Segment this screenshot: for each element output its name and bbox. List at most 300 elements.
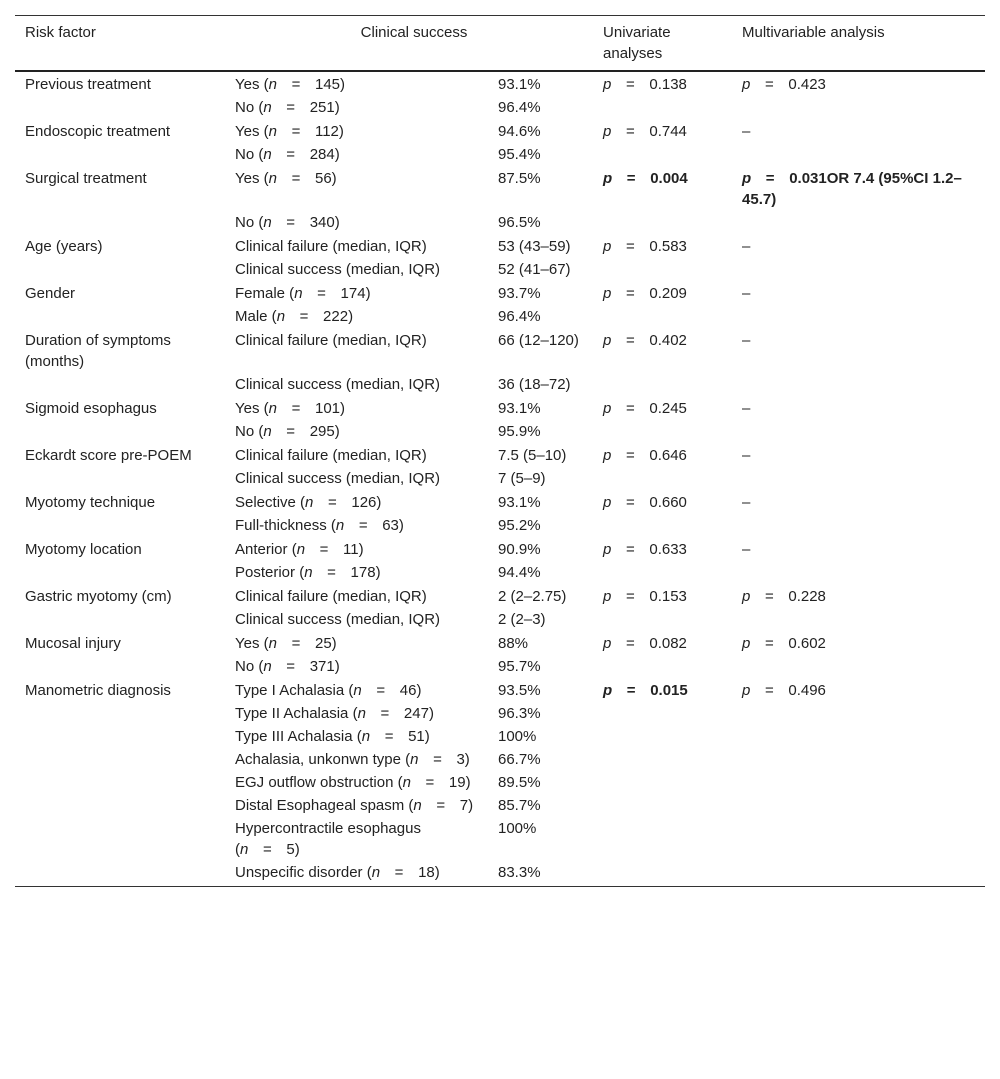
risk-factor-cell [15,143,225,166]
table-row [15,490,985,514]
p-symbol: p [603,285,612,302]
univariate-cell [593,631,732,655]
table-row [15,281,985,305]
sample-size [269,123,344,140]
p-value: 0.004 [650,170,688,187]
multivariable-cell [732,166,985,211]
multivariable-cell [732,71,985,96]
univariate-cell [593,305,732,328]
risk-factor-cell [15,561,225,584]
p-value: 0.744 [649,123,687,140]
p-symbol: p [603,635,612,652]
table-row [15,258,985,281]
equals-sign: = [358,517,368,534]
risk-factor-cell [15,305,225,328]
sample-size [263,146,339,163]
p-symbol: p [742,76,751,93]
equals-sign: = [625,76,635,93]
subgroup-cell: Clinical failure (median, IQR) [235,588,427,605]
n-value: 18 [418,864,435,881]
success-rate-cell: 100% [498,820,537,837]
multivariable-cell: – [742,447,751,464]
p-symbol: p [603,541,612,558]
equals-sign: = [291,400,301,417]
header-risk-factor: Risk factor [25,24,96,41]
subgroup-cell [225,702,488,725]
success-rate-cell: 95.4% [498,146,541,163]
p-value: 0.602 [788,635,826,652]
sample-size [336,517,404,534]
success-rate-cell: 96.3% [498,705,541,722]
subgroup-cell [225,794,488,817]
table-row [15,234,985,258]
equals-sign: = [625,588,635,605]
equals-sign: = [764,588,774,605]
multivariable-cell: – [742,238,751,255]
table-row [15,655,985,678]
equals-sign: = [291,635,301,652]
subgroup-cell: Clinical success (median, IQR) [235,470,441,487]
subgroup-cell [225,71,488,96]
risk-factor-cell [15,655,225,678]
n-symbol: n [263,99,272,116]
equals-sign: = [625,123,635,140]
n-symbol: n [335,517,345,534]
table-row [15,702,985,725]
multivariable-cell [732,561,985,584]
subgroup-cell: Clinical success (median, IQR) [235,376,441,393]
n-symbol: n [402,774,411,791]
univariate-cell [593,861,732,887]
multivariable-cell [732,817,985,861]
subgroup-label: No ( [235,146,264,163]
equals-sign: = [319,541,329,558]
n-symbol: n [240,841,249,858]
equals-sign: = [286,146,296,163]
table-row [15,608,985,631]
univariate-cell [593,467,732,490]
equals-sign: = [626,682,636,699]
success-rate-cell: 87.5% [498,170,541,187]
close-paren: ) [465,774,471,791]
sample-size [372,864,440,881]
table-row [15,537,985,561]
p-symbol: p [603,332,612,349]
n-value: 222 [323,308,349,325]
success-rate-cell: 93.5% [498,682,541,699]
p-symbol: p [603,588,612,605]
univariate-cell [593,490,732,514]
equals-sign: = [394,864,404,881]
close-paren: ) [416,682,422,699]
p-value: 0.015 [650,682,688,699]
p-value: 0.633 [649,541,687,558]
multivariable-cell: – [742,285,751,302]
univariate-cell [593,396,732,420]
success-rate-cell: 95.7% [498,658,541,675]
risk-factor-cell [15,608,225,631]
univariate-cell [593,748,732,771]
p-value: 0.423 [788,76,826,93]
risk-factor-cell: Previous treatment [25,76,151,93]
univariate-cell [593,725,732,748]
subgroup-cell [225,561,488,584]
close-paren: ) [334,146,340,163]
close-paren: ) [334,423,340,440]
sample-size [304,564,380,581]
equals-sign: = [317,285,326,302]
n-symbol: n [263,658,272,675]
multivariable-cell [732,702,985,725]
close-paren: ) [334,99,340,116]
subgroup-label: EGJ outflow obstruction ( [235,774,403,791]
equals-sign: = [625,238,635,255]
table-row [15,143,985,166]
multivariable-cell [732,373,985,396]
subgroup-cell [225,396,488,420]
n-value: 251 [309,99,335,116]
subgroup-cell: Clinical failure (median, IQR) [235,447,427,464]
equals-sign: = [625,447,635,464]
n-value: 63 [382,517,399,534]
close-paren: ) [376,494,382,511]
n-value: 284 [309,146,335,163]
close-paren: ) [428,705,434,722]
equals-sign: = [291,76,301,93]
table-row [15,861,985,887]
table-row [15,420,985,443]
close-paren: ) [338,123,344,140]
subgroup-label: Type I Achalasia ( [235,682,354,699]
table-body [15,71,985,887]
risk-factor-cell: Gastric myotomy (cm) [25,588,172,605]
success-rate-cell: 95.9% [498,423,541,440]
univariate-cell [593,771,732,794]
subgroup-label: Distal Esophageal spasm ( [235,797,414,814]
subgroup-cell [225,537,488,561]
n-value: 25 [314,635,332,652]
n-symbol: n [413,797,422,814]
p-symbol: p [742,170,752,187]
n-symbol: n [268,635,277,652]
n-symbol: n [353,682,362,699]
table-header [15,16,985,72]
p-value: 0.583 [649,238,687,255]
p-symbol: p [742,588,751,605]
p-symbol: p [742,635,751,652]
risk-factor-cell [15,373,225,396]
univariate-cell [593,584,732,608]
n-value: 247 [403,705,429,722]
multivariable-cell [732,420,985,443]
equals-sign: = [291,170,301,187]
multivariable-cell [732,305,985,328]
p-symbol: p [603,682,613,699]
n-symbol: n [263,423,272,440]
multivariable-cell [732,748,985,771]
close-paren: ) [334,214,340,231]
equals-sign: = [286,214,296,231]
n-value: 178 [350,564,376,581]
risk-factor-table [15,15,985,887]
p-value: 0.245 [649,400,687,417]
table-row [15,328,985,373]
equals-sign: = [380,705,390,722]
equals-sign: = [327,494,337,511]
n-symbol: n [296,541,306,558]
equals-sign: = [764,635,774,652]
sample-size [413,797,473,814]
risk-factor-cell [15,467,225,490]
n-value: 46 [399,682,417,699]
header-multivariable: Multivariable analysis [742,24,885,41]
equals-sign: = [433,751,442,768]
p-symbol: p [603,76,612,93]
table-row [15,631,985,655]
success-rate-cell: 94.6% [498,123,541,140]
table-row [15,561,985,584]
subgroup-label: Unspecific disorder ( [235,864,372,881]
n-value: 174 [340,285,366,302]
subgroup-cell [225,631,488,655]
subgroup-label: No ( [235,423,264,440]
subgroup-cell [225,490,488,514]
risk-factor-cell: Mucosal injury [25,635,121,652]
equals-sign: = [625,635,635,652]
univariate-cell [593,443,732,467]
sample-size [263,423,339,440]
univariate-cell [593,328,732,373]
subgroup-label: Hypercontractile esophagus ( [235,820,421,858]
p-symbol: p [603,447,612,464]
subgroup-label: Female ( [235,285,295,302]
success-rate-cell: 93.1% [498,400,541,417]
success-rate-cell: 36 (18–72) [498,376,571,393]
univariate-cell [593,537,732,561]
equals-sign: = [765,170,775,187]
table-row [15,211,985,234]
univariate-cell [593,258,732,281]
close-paren: ) [375,564,381,581]
success-rate-cell: 2 (2–2.75) [498,588,567,605]
multivariable-cell [732,514,985,537]
univariate-cell [593,702,732,725]
n-value: 51 [408,728,425,745]
risk-factor-cell: Eckardt score pre-POEM [25,447,192,464]
table-row [15,794,985,817]
multivariable-cell [732,771,985,794]
n-symbol: n [410,751,419,768]
close-paren: ) [348,308,354,325]
multivariable-cell [732,655,985,678]
n-value: 11 [343,541,359,558]
subgroup-cell [225,420,488,443]
multivariable-cell [732,631,985,655]
subgroup-label: Yes ( [235,170,269,187]
subgroup-label: Posterior ( [235,564,305,581]
n-value: 145 [314,76,341,93]
n-symbol: n [305,494,314,511]
table-row [15,514,985,537]
sample-size [358,705,434,722]
table-row [15,725,985,748]
n-value: 3 [456,751,465,768]
table-row [15,467,985,490]
close-paren: ) [365,285,371,302]
univariate-cell [593,96,732,119]
table-row [15,71,985,96]
equals-sign: = [376,682,386,699]
equals-sign: = [262,841,272,858]
success-rate-cell: 96.5% [498,214,541,231]
multivariable-cell [732,467,985,490]
multivariable-cell [732,211,985,234]
multivariable-cell [732,861,985,887]
equals-sign: = [286,658,296,675]
close-paren: ) [398,517,404,534]
risk-factor-cell [15,725,225,748]
multivariable-cell [732,678,985,702]
risk-factor-cell: Myotomy technique [25,494,156,511]
multivariable-cell: – [742,541,751,558]
subgroup-label: Yes ( [235,635,269,652]
header-row [15,16,985,72]
subgroup-label: No ( [235,99,264,116]
multivariable-cell [732,258,985,281]
subgroup-cell [225,281,488,305]
risk-factor-cell: Age (years) [25,238,103,255]
p-value: 0.402 [649,332,687,349]
subgroup-cell [225,119,488,143]
n-symbol: n [294,285,303,302]
n-symbol: n [263,214,272,231]
table-row [15,96,985,119]
p-value: 0.496 [788,682,826,699]
univariate-cell [593,561,732,584]
n-symbol: n [263,146,272,163]
sample-size [269,635,337,652]
success-rate-cell: 66 (12–120) [498,332,579,349]
univariate-cell [593,71,732,96]
n-symbol: n [268,76,277,93]
p-value: 0.228 [788,588,826,605]
subgroup-label: Yes ( [235,123,269,140]
close-paren: ) [340,76,346,93]
equals-sign: = [436,797,446,814]
univariate-cell [593,211,732,234]
subgroup-label: Male ( [235,308,277,325]
n-value: 340 [309,214,335,231]
success-rate-cell: 93.7% [498,285,541,302]
sample-size [269,76,345,93]
n-value: 19 [448,774,466,791]
p-symbol: p [603,238,612,255]
n-value: 7 [459,797,469,814]
close-paren: ) [331,635,337,652]
close-paren: ) [358,541,364,558]
risk-factor-cell: Myotomy location [25,541,142,558]
risk-factor-cell [15,794,225,817]
risk-factor-cell [15,702,225,725]
success-rate-cell: 7 (5–9) [498,470,546,487]
close-paren: ) [340,400,346,417]
subgroup-cell: Clinical failure (median, IQR) [235,332,427,349]
sample-size [297,541,364,558]
success-rate-cell: 85.7% [498,797,541,814]
close-paren: ) [434,864,440,881]
sample-size [410,751,470,768]
univariate-cell [593,655,732,678]
success-rate-cell: 66.7% [498,751,541,768]
multivariable-cell [732,584,985,608]
success-rate-cell: 95.2% [498,517,541,534]
table-row [15,373,985,396]
table-row [15,396,985,420]
subgroup-label: Anterior ( [235,541,297,558]
equals-sign: = [626,170,636,187]
p-symbol: p [603,123,612,140]
equals-sign: = [625,400,635,417]
subgroup-cell [225,166,488,211]
table-row [15,584,985,608]
success-rate-cell: 89.5% [498,774,541,791]
equals-sign: = [299,308,309,325]
p-symbol: p [603,494,612,511]
subgroup-cell [225,305,488,328]
univariate-cell [593,234,732,258]
risk-factor-cell: Duration of symptoms (months) [25,332,171,370]
multivariable-cell: – [742,123,751,140]
risk-factor-cell [15,748,225,771]
subgroup-label: Selective ( [235,494,306,511]
table-row [15,443,985,467]
n-symbol: n [268,400,277,417]
subgroup-cell [225,817,488,861]
sample-size [269,170,337,187]
n-value: 112 [314,123,339,140]
success-rate-cell: 53 (43–59) [498,238,571,255]
p-value: 0.660 [649,494,687,511]
success-rate-cell: 93.1% [498,494,541,511]
success-rate-cell: 100% [498,728,537,745]
sample-size [305,494,381,511]
equals-sign: = [286,99,296,116]
sample-size [403,774,471,791]
risk-factor-cell [15,258,225,281]
multivariable-cell: – [742,332,751,349]
close-paren: ) [294,841,300,858]
subgroup-cell [225,725,488,748]
risk-factor-cell [15,817,225,861]
risk-factor-cell: Gender [25,285,76,302]
subgroup-cell [225,96,488,119]
n-symbol: n [268,170,277,187]
univariate-cell [593,514,732,537]
n-symbol: n [276,308,286,325]
risk-factor-cell [15,211,225,234]
table-row [15,119,985,143]
subgroup-cell [225,678,488,702]
subgroup-cell: Clinical success (median, IQR) [235,261,441,278]
subgroup-cell: Clinical success (median, IQR) [235,611,441,628]
p-value: 0.138 [649,76,687,93]
n-symbol: n [357,705,366,722]
success-rate-cell: 94.4% [498,564,541,581]
sample-size [353,682,421,699]
success-rate-cell: 2 (2–3) [498,611,546,628]
table-row [15,678,985,702]
equals-sign: = [327,564,336,581]
